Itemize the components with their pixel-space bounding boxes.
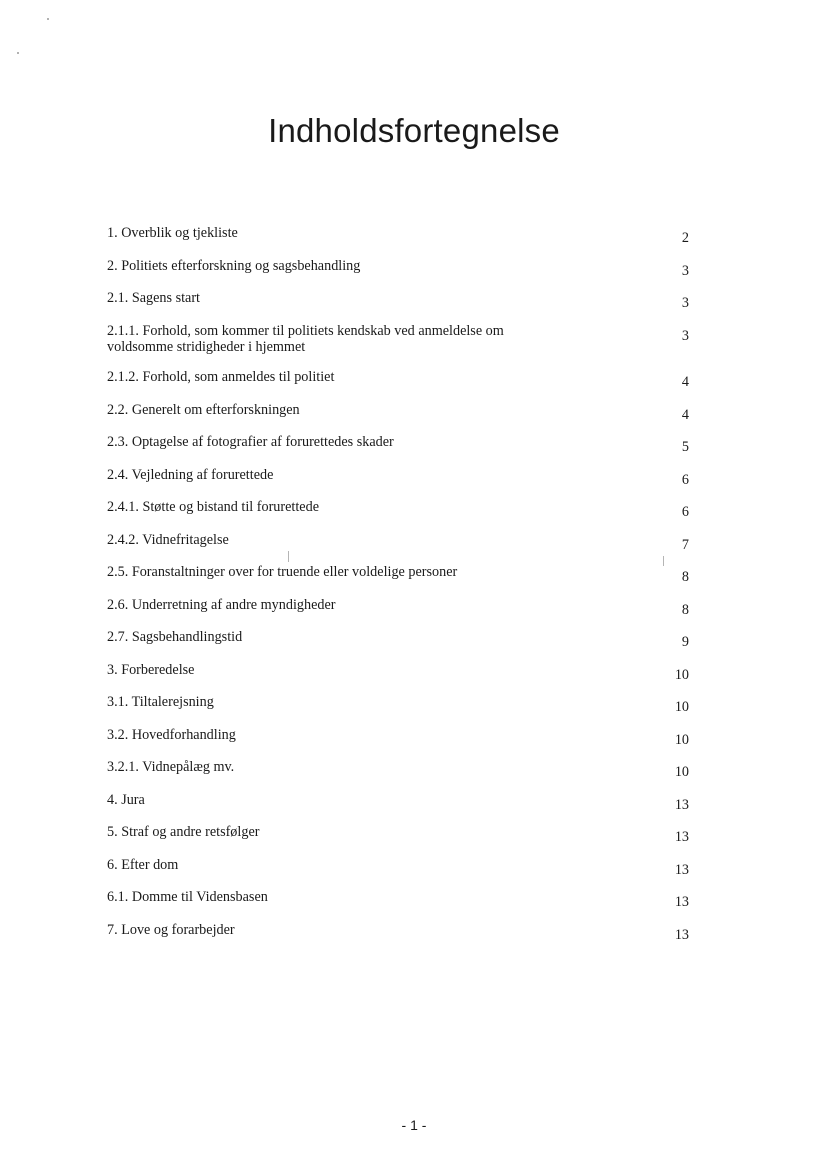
scan-speck [47,18,49,20]
toc-entry-page: 4 [681,374,689,390]
toc-entry [107,369,689,390]
toc-entry [107,401,689,423]
toc-entry-page: 13 [674,829,689,845]
table-of-contents [107,225,689,954]
toc-entry [107,531,689,553]
toc-entry-label: 3.2.1. Vidnepålæg mv. [107,759,235,775]
toc-entry-page: 10 [674,731,689,748]
toc-entry [107,824,689,845]
toc-entry-label: 5. Straf og andre retsfølger [107,824,260,840]
toc-entry [107,694,689,715]
toc-entry-page: 13 [674,894,689,910]
toc-entry-label: 2.4.2. Vidnefritagelse [107,531,229,548]
toc-entry-page: 13 [674,926,689,943]
toc-entry-page: 7 [681,536,689,553]
toc-entry-label: 2.4.1. Støtte og bistand til forurettede [107,499,319,515]
toc-entry [107,726,689,748]
toc-entry [107,629,689,650]
toc-entry-label: 6.1. Domme til Vidensbasen [107,889,268,905]
toc-entry-page: 6 [681,471,689,488]
toc-entry-page: 3 [681,295,689,311]
toc-entry-label: 2.1. Sagens start [107,290,200,306]
toc-entry [107,791,689,813]
toc-entry [107,257,689,279]
toc-entry-label: 2.2. Generelt om efterforskningen [107,401,300,418]
toc-entry-page: 13 [674,796,689,813]
toc-entry [107,889,689,910]
toc-entry [107,856,689,878]
toc-entry-page: 10 [674,764,689,780]
toc-entry-label: 2.1.1. Forhold, som kommer til politiets kendskab ved anmeldelse om voldsomme stridigheder i hjemmet [107,322,504,355]
scan-mark [288,551,289,562]
toc-entry [107,661,689,683]
toc-entry [107,323,689,355]
toc-entry [107,434,689,455]
toc-entry-label: 2.7. Sagsbehandlingstid [107,629,243,645]
scan-mark [663,556,664,566]
toc-entry-label: 7. Love og forarbejder [107,921,235,938]
page-number: - 1 - [401,1117,427,1133]
toc-entry [107,921,689,943]
toc-entry-label: 4. Jura [107,791,145,808]
toc-entry-label: 2.4. Vejledning af forurettede [107,466,274,483]
toc-entry [107,290,689,311]
toc-entry [107,596,689,618]
toc-entry-page: 3 [681,262,689,279]
toc-entry [107,564,689,585]
toc-entry-label: 2.5. Foranstaltninger over for truende eller voldelige personer [107,564,458,580]
toc-entry-page: 13 [674,861,689,878]
toc-entry [107,466,689,488]
toc-entry-page: 4 [681,406,689,423]
toc-entry-page: 2 [681,230,689,246]
toc-entry-label: 3. Forberedelse [107,661,195,678]
toc-entry-page: 6 [681,504,689,520]
toc-entry-label: 2. Politiets efterforskning og sagsbehandling [107,257,361,274]
toc-entry-label: 2.1.2. Forhold, som anmeldes til politiet [107,369,335,385]
page-title: Indholdsfortegnelse [268,112,560,149]
toc-entry [107,499,689,520]
toc-entry-page: 8 [681,569,689,585]
toc-entry-page: 5 [681,439,689,455]
toc-entry-page: 10 [674,699,689,715]
toc-entry [107,759,689,780]
toc-entry-label: 6. Efter dom [107,856,179,873]
toc-entry-page: 9 [681,634,689,650]
toc-entry-label: 2.3. Optagelse af fotografier af forurettedes skader [107,434,394,450]
toc-entry [107,225,689,246]
toc-entry-page: 10 [674,666,689,683]
toc-entry-page: 8 [681,601,689,618]
scan-speck [17,52,19,54]
toc-entry-page: 3 [681,327,689,344]
toc-entry-label: 3.1. Tiltalerejsning [107,694,214,710]
toc-entry-label: 2.6. Underretning af andre myndigheder [107,596,336,613]
toc-entry-label: 3.2. Hovedforhandling [107,726,236,743]
toc-entry-label: 1. Overblik og tjekliste [107,225,238,241]
